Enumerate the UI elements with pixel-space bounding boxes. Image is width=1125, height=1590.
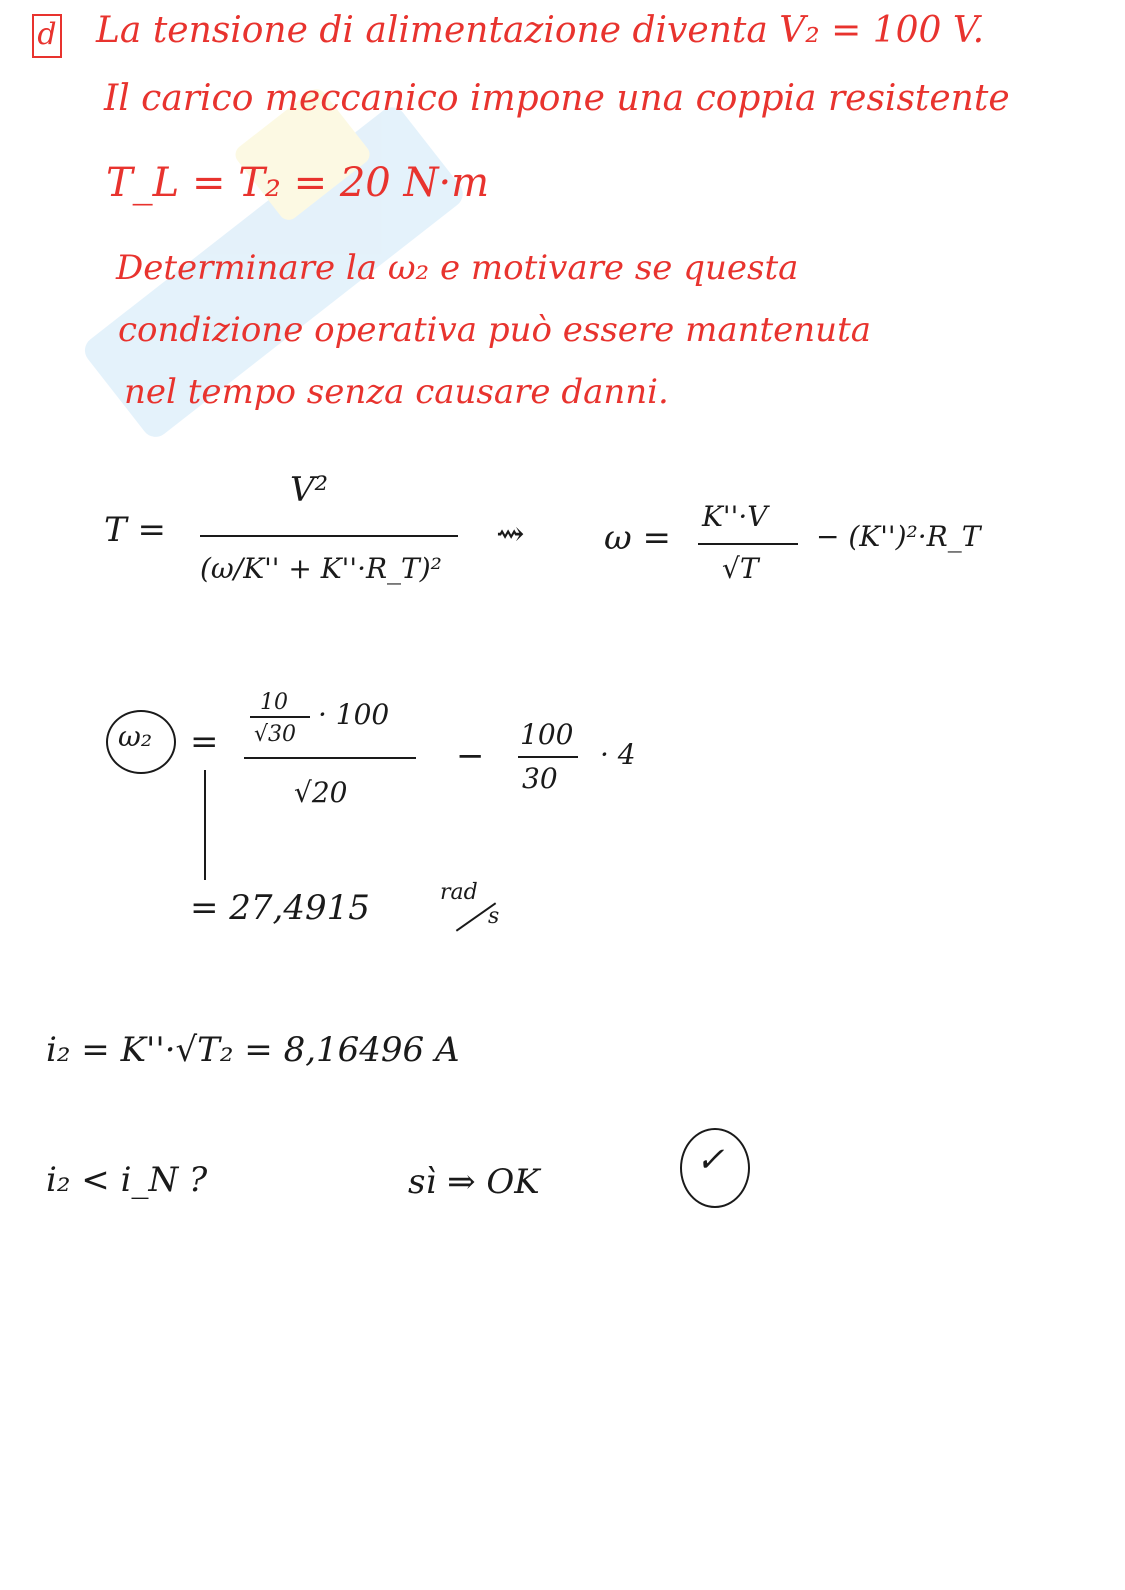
calc-bracket-line [204,770,206,880]
check-answer: sì ⇒ OK [408,1162,540,1202]
check-mark: ✓ [696,1140,725,1180]
part-label: d [32,14,62,58]
problem-line-5: condizione operativa può essere mantenuta [118,310,872,350]
formula-denominator: (ω/K'' + K''·R_T)² [200,552,442,585]
calc-num-frac-bar [250,716,310,718]
calc-denominator: √20 [294,776,348,809]
calc-minus: − [456,736,485,776]
problem-line-2: Il carico meccanico impone una coppia resistente [104,78,1010,119]
problem-line-3: T_L = T₂ = 20 N·m [106,160,490,206]
calc-sub-frac-top: 100 [520,718,574,751]
omega-denominator: √T [722,552,759,585]
problem-line-4: Determinare la ω₂ e motivare se questa [116,248,799,288]
calc-unit-bot: s [488,904,500,929]
formula-numerator: V² [290,470,329,510]
formula-lhs: T = [104,510,166,550]
omega2-eq: = [190,722,219,762]
calc-unit-top: rad [440,880,478,905]
problem-line-1: La tensione di alimentazione diventa V₂ = 100 V. [96,10,985,51]
calc-main-fraction-bar [244,757,416,759]
omega-fraction-bar [698,543,798,545]
formula-arrow: ⇝ [496,514,525,554]
calc-result: = 27,4915 [190,888,370,928]
omega-lhs: ω = [604,518,672,558]
calc-num-frac-top: 10 [260,690,288,715]
calc-num-mult: · 100 [318,698,390,731]
omega-numerator: K''·V [702,500,768,533]
formula-fraction-bar [200,535,458,537]
calc-sub-mult: · 4 [600,738,636,771]
calc-sub-frac-bar [518,756,578,758]
omega2-label: ω₂ [118,720,153,753]
calc-sub-frac-bot: 30 [522,762,558,795]
problem-line-6: nel tempo senza causare danni. [124,372,669,412]
current-expression: i₂ = K''·√T₂ = 8,16496 A [46,1030,460,1070]
omega-tail: − (K'')²·R_T [816,520,981,553]
check-question: i₂ < i_N ? [46,1160,208,1200]
calc-num-frac-bot: √30 [254,722,297,747]
